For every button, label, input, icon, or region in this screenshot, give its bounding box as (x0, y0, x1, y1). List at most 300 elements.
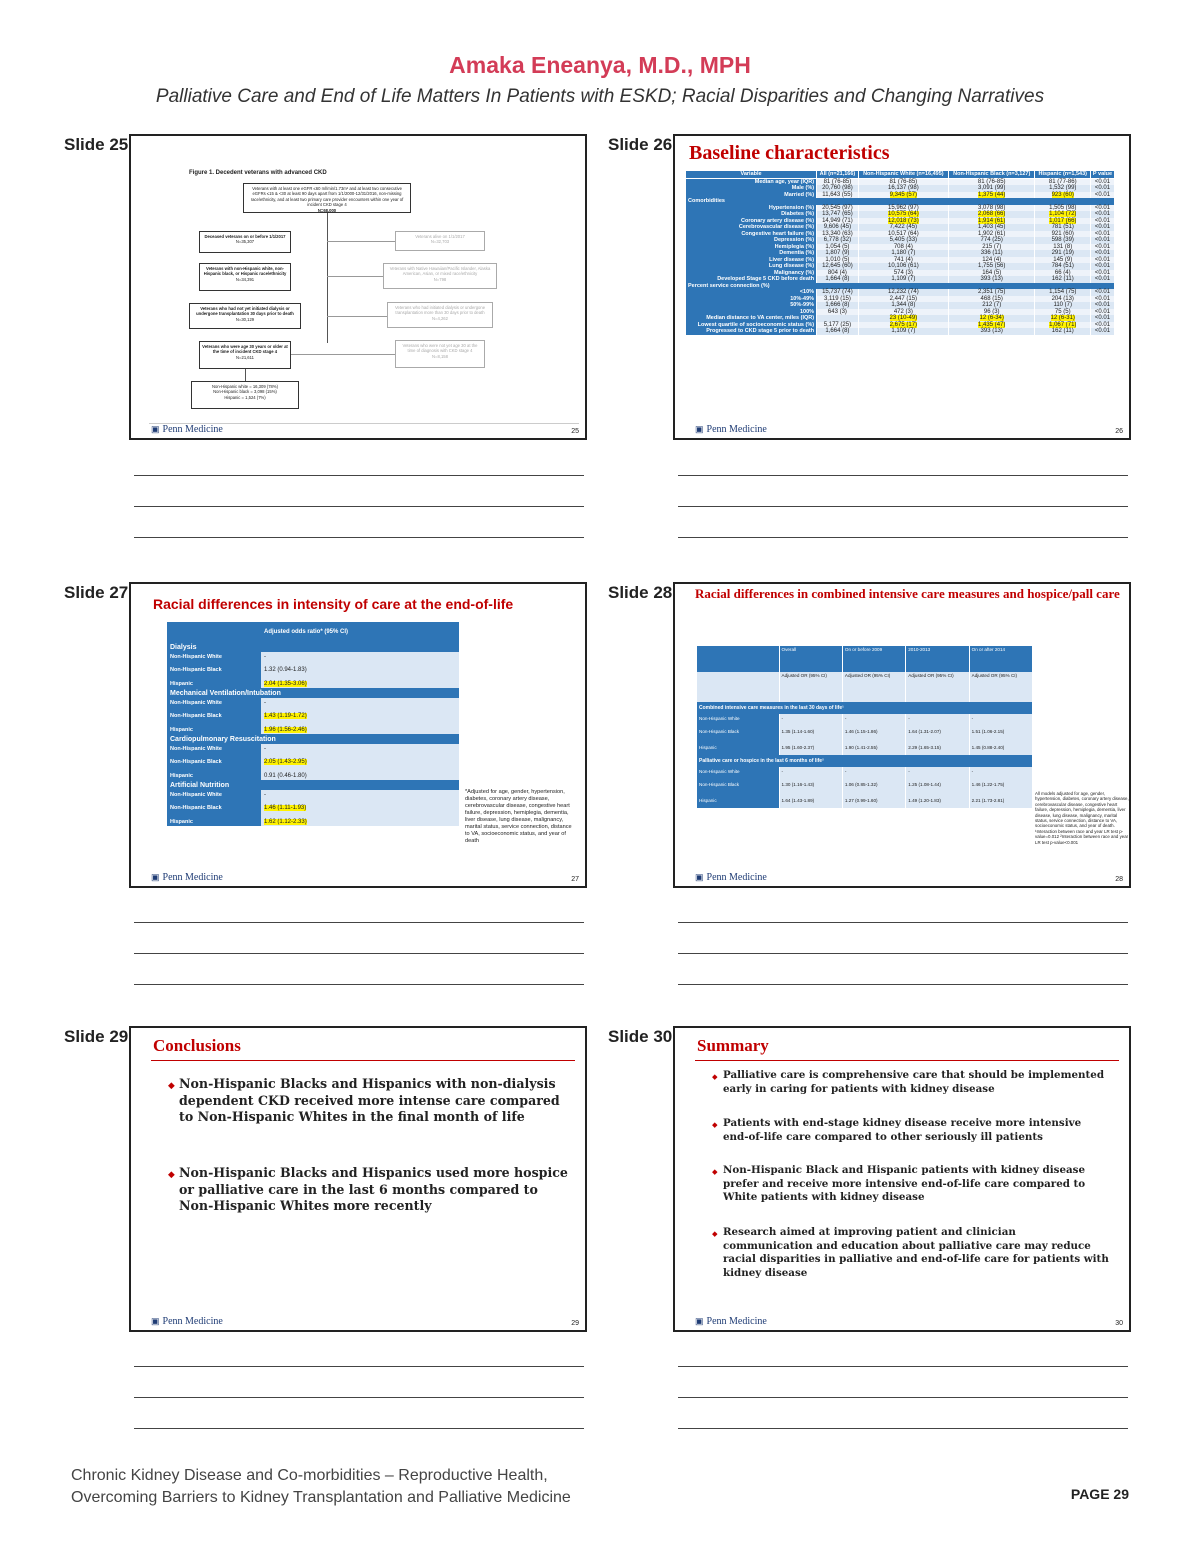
row-label: <10% (686, 289, 817, 296)
table-cell: 291 (19) (1035, 250, 1091, 257)
table-cell (261, 744, 459, 753)
bullet: ◆ Research aimed at improving patient and clinician communication and education about palliative care may reduce racial disparities in palliative and end-of-life care for patients with kidney disease (723, 1226, 1109, 1280)
highlighted-value: 2,675 (17) (889, 321, 918, 328)
row-label: Developed Stage 5 CKD before death (686, 276, 817, 283)
slide-30 (673, 1026, 1131, 1332)
odds-ratio-value: - (264, 699, 266, 706)
table-row (686, 328, 1115, 335)
slide-number: 27 (571, 876, 579, 883)
table-row (167, 698, 459, 707)
flow-box-no-dialysis: Veterans who had not yet initiated dialysis or undergone transplantation 30 days prior to death N=30,129 (189, 303, 301, 329)
table-cell (261, 790, 459, 799)
table-cell: <0.01 (1091, 257, 1115, 264)
table-cell: 774 (25) (948, 237, 1035, 244)
table-cell: 3,078 (98) (948, 205, 1035, 212)
row-label: Non-Hispanic Black (697, 776, 779, 792)
table-cell: <0.01 (1091, 263, 1115, 270)
note-line (678, 1397, 1128, 1398)
penn-medicine-logo: ▣ Penn Medicine (695, 1316, 767, 1327)
table-cell: 393 (13) (948, 276, 1035, 283)
table-cell: 5,177 (25) (817, 322, 859, 329)
table-cell: 336 (11) (948, 250, 1035, 257)
table-cell: 1,109 (7) (858, 328, 948, 335)
table-cell: 1.25 (1.08-1.44) (906, 776, 969, 792)
row-label: Non-Hispanic Black (167, 753, 261, 771)
slide-title: Racial differences in combined intensive care measures and hospice/pall care (695, 586, 1120, 601)
highlighted-value: 1,914 (61) (978, 217, 1006, 224)
flow-branch (327, 276, 383, 277)
note-line (678, 1366, 1128, 1367)
table-cell: - (842, 767, 905, 776)
row-label: Non-Hispanic White (167, 698, 261, 707)
section-label: Comorbidities (686, 198, 1115, 205)
flow-box-alive: Veterans alive on 1/1/2017 N=32,703 (395, 231, 485, 251)
table-cell: 1.90 (1.41-2.55) (842, 739, 905, 755)
slide-title: Summary (697, 1036, 769, 1055)
slide-label-28: Slide 28 (608, 583, 673, 602)
row-label: Hispanic (167, 817, 261, 826)
column-header: Non-Hispanic Black (n=3,127) (948, 171, 1035, 179)
table-cell: <0.01 (1091, 250, 1115, 257)
table-row (167, 652, 459, 661)
table-cell: 1,180 (7) (858, 250, 948, 257)
note-line (678, 537, 1128, 538)
table-cell (261, 799, 459, 817)
table-cell: 472 (3) (858, 309, 948, 316)
highlighted-value: 1,067 (71) (1049, 321, 1077, 328)
table-cell: 1.51 (1.06-2.15) (969, 723, 1032, 739)
highlighted-value: 1,017 (66) (1049, 217, 1077, 224)
table-cell: 10,106 (61) (858, 263, 948, 270)
odds-ratio-value: 1.96 (1.56-2.46) (264, 726, 307, 733)
table-row (167, 771, 459, 780)
table-cell (261, 753, 459, 771)
note-line (678, 953, 1128, 954)
slide-title: Baseline characteristics (689, 142, 890, 164)
table-cell: <0.01 (1091, 218, 1115, 225)
table-cell: - (969, 714, 1032, 723)
flow-box-dialysis: Veterans who had initiated dialysis or undergone transplantation more than 30 days prior to death N=4,262 (387, 302, 493, 328)
page-number: PAGE 29 (1070, 1486, 1129, 1502)
table-cell: - (906, 767, 969, 776)
column-header: 2010-2013 (906, 646, 969, 672)
table-cell: 9,606 (45) (817, 224, 859, 231)
table-cell: 81 (76-85) (817, 178, 859, 185)
combined-care-table (697, 646, 1033, 808)
table-cell: 12,645 (60) (817, 263, 859, 270)
table-cell: 393 (13) (948, 328, 1035, 335)
table-row (167, 725, 459, 734)
table-cell: 1.95 (1.60-2.37) (779, 739, 842, 755)
odds-ratio-value: - (264, 653, 266, 660)
row-label: Non-Hispanic White (697, 767, 779, 776)
note-line (134, 1397, 584, 1398)
table-row (167, 707, 459, 725)
baseline-table (685, 170, 1115, 335)
table-cell: <0.01 (1091, 185, 1115, 192)
table-cell: 15,737 (74) (817, 289, 859, 296)
row-label: Non-Hispanic White (697, 714, 779, 723)
section-label: Palliative care or hospice in the last 6 months of life² (697, 755, 1033, 767)
odds-ratio-value: 1.32 (0.94-1.83) (264, 667, 307, 673)
table-cell: 3,119 (15) (817, 296, 859, 303)
table-cell: 1,664 (8) (817, 276, 859, 283)
table-row (697, 776, 1033, 792)
row-label: Non-Hispanic White (167, 790, 261, 799)
row-label: Cerebrovascular disease (%) (686, 224, 817, 231)
note-line (134, 537, 584, 538)
table-cell: 1,010 (5) (817, 257, 859, 264)
table-cell: 162 (11) (1035, 276, 1091, 283)
table-cell: 1.35 (1.14-1.60) (779, 723, 842, 739)
table-cell (261, 652, 459, 661)
column-header: On or after 2014 (969, 646, 1032, 672)
table-cell: 124 (4) (948, 257, 1035, 264)
odds-ratio-table (167, 622, 459, 826)
table-cell: 110 (7) (1035, 302, 1091, 309)
subheader-cell: Adjusted OR (95% CI) (842, 672, 905, 702)
row-label: Diabetes (%) (686, 211, 817, 218)
table-row (697, 714, 1033, 723)
talk-title: Palliative Care and End of Life Matters In Patients with ESKD; Racial Disparities and Changing Narratives (155, 86, 1045, 107)
table-cell: - (969, 767, 1032, 776)
table-cell: <0.01 (1091, 237, 1115, 244)
column-header: Variable (686, 171, 817, 179)
table-cell: 81 (76-85) (948, 178, 1035, 185)
odds-ratio-value: - (264, 791, 266, 798)
table-cell: 1,054 (5) (817, 244, 859, 251)
row-label: 10%-49% (686, 296, 817, 303)
table-cell: 1,403 (45) (948, 224, 1035, 231)
flow-box-excluded-race: Veterans with Native Hawaiian/Pacific Islander, Alaska American, Asian, or mixed race/ethnicity N=798 (383, 263, 497, 289)
section-label: Cardiopulmonary Resuscitation (167, 734, 459, 744)
table-cell: 20,760 (98) (817, 185, 859, 192)
row-label: Depression (%) (686, 237, 817, 244)
table-cell: 1.06 (0.85-1.32) (842, 776, 905, 792)
highlighted-value: 9,345 (57) (889, 191, 918, 198)
row-label: Hypertension (%) (686, 205, 817, 212)
table-row (167, 661, 459, 679)
note-line (678, 506, 1128, 507)
row-label: Hemiplegia (%) (686, 244, 817, 251)
table-cell: <0.01 (1091, 302, 1115, 309)
table-cell: 1,109 (7) (858, 276, 948, 283)
table-cell: 6,778 (32) (817, 237, 859, 244)
table-cell: 212 (7) (948, 302, 1035, 309)
table-cell: <0.01 (1091, 315, 1115, 322)
highlighted-value: 23 (10-49) (889, 315, 918, 321)
table-cell: 16,137 (98) (858, 185, 948, 192)
table-row (697, 723, 1033, 739)
table-row (167, 753, 459, 771)
table-cell: 215 (7) (948, 244, 1035, 251)
table-cell: <0.01 (1091, 328, 1115, 335)
table-cell: 12,232 (74) (858, 289, 948, 296)
table-cell: 468 (15) (948, 296, 1035, 303)
table-cell: 15,962 (97) (858, 205, 948, 212)
table-cell: <0.01 (1091, 309, 1115, 316)
table-cell (261, 817, 459, 826)
slide-number: 25 (571, 428, 579, 435)
table-cell: 2.29 (1.65-3.15) (906, 739, 969, 755)
row-label: Lowest quartile of socioeconomic status (%) (686, 322, 817, 329)
section-label: Artificial Nutrition (167, 780, 459, 790)
column-header: Non-Hispanic White (n=16,495) (858, 171, 948, 179)
note-line (134, 1366, 584, 1367)
row-label: Non-Hispanic Black (167, 661, 261, 679)
table-cell: 1,807 (9) (817, 250, 859, 257)
odds-ratio-value: 1.43 (1.19-1.72) (264, 713, 307, 719)
odds-ratio-value: 0.91 (0.46-1.80) (264, 772, 307, 779)
table-cell: <0.01 (1091, 270, 1115, 277)
table-cell: 1,755 (56) (948, 263, 1035, 270)
table-cell: 741 (4) (858, 257, 948, 264)
row-label: Hispanic (697, 739, 779, 755)
row-label: Median age, year (IQR) (686, 178, 817, 185)
note-line (134, 922, 584, 923)
table-cell: 3,091 (99) (948, 185, 1035, 192)
slide-label-30: Slide 30 (608, 1027, 673, 1046)
subheader-cell: Adjusted OR (95% CI) (969, 672, 1032, 702)
note-line (134, 984, 584, 985)
note-line (678, 922, 1128, 923)
footnote: All models adjusted for age, gender, hypertension, diabetes, coronary artery disease, cerebrovascular disease, congestive heart failure, depression, hemiplegia, dementia, liver disease, lung disease, malignancy, marital status, service connection, distance to VA, socioeconomic status, and year of death. ¹Interaction between race and year LR test p-value=0.012 ²Interaction between race and year LR test p-value<0.001 (1035, 791, 1129, 845)
section-label: Combined intensive care measures in the last 30 days of life¹ (697, 702, 1033, 714)
footnote: *Adjusted for age, gender, hypertension, diabetes, coronary artery disease, cerebrovascular disease, congestive heart failure, depression, hemiplegia, dementia, liver disease, lung disease, malignancy, marital status, service connection, distance to VA, socioeconomic status, and year of death (465, 789, 572, 844)
table-cell: 643 (3) (817, 309, 859, 316)
table-cell: 1,664 (8) (817, 328, 859, 335)
table-cell: 1,154 (75) (1035, 289, 1091, 296)
figure-title: Figure 1. Decedent veterans with advanced CKD (189, 170, 327, 176)
section-row (697, 755, 1033, 767)
table-cell: <0.01 (1091, 231, 1115, 238)
section-row (167, 688, 459, 698)
table-row (167, 799, 459, 817)
bullet: ◆ Non-Hispanic Blacks and Hispanics used more hospice or palliative care in the last 6 months compared to Non-Hispanic Whites more recently (179, 1165, 569, 1215)
slide-title: Racial differences in intensity of care at the end-of-life (153, 596, 514, 612)
row-label: 100% (686, 309, 817, 316)
table-cell: 1,505 (98) (1035, 205, 1091, 212)
slide-25 (129, 134, 587, 440)
subheader-row (697, 672, 1033, 702)
section-label: Mechanical Ventilation/Intubation (167, 688, 459, 698)
flow-box-age-excluded: Veterans who were not yet age 30 at the time of diagnosis with CKD stage 4 N=8,158 (395, 340, 485, 368)
slide-label-29: Slide 29 (64, 1027, 129, 1046)
row-label: Malignancy (%) (686, 270, 817, 277)
row-label: Median distance to VA center, miles (IQR) (686, 315, 817, 322)
row-label: Non-Hispanic White (167, 652, 261, 661)
highlighted-value: 12 (6-34) (979, 315, 1004, 321)
penn-medicine-logo: ▣ Penn Medicine (151, 872, 223, 883)
table-cell: 921 (60) (1035, 231, 1091, 238)
table-cell: <0.01 (1091, 192, 1115, 199)
row-label: Hispanic (697, 792, 779, 808)
slide-label-27: Slide 27 (64, 583, 129, 602)
slide-number: 26 (1115, 428, 1123, 435)
row-label: Hispanic (167, 771, 261, 780)
table-cell: 1.49 (1.20-1.83) (906, 792, 969, 808)
row-label: Hispanic (167, 725, 261, 734)
odds-ratio-value: 1.62 (1.12-2.33) (264, 818, 307, 825)
table-cell: 81 (77-86) (1035, 178, 1091, 185)
section-row (167, 780, 459, 790)
note-line (678, 1428, 1128, 1429)
highlighted-value: 1,375 (44) (978, 191, 1006, 198)
table-cell: 1,902 (61) (948, 231, 1035, 238)
row-label: Non-Hispanic Black (697, 723, 779, 739)
flow-branch (291, 354, 395, 355)
table-cell: 10,517 (64) (858, 231, 948, 238)
table-cell: - (906, 714, 969, 723)
section-row (697, 702, 1033, 714)
flow-branch (327, 316, 387, 317)
table-cell: 1.46 (1.15-1.86) (842, 723, 905, 739)
table-cell: 1,666 (8) (817, 302, 859, 309)
title-rule (151, 1060, 575, 1061)
table-row (167, 679, 459, 688)
flow-box-cohort: Veterans with at least one eGFR ≤60 ml/min/1.73m² and at least two consecutive eGFRs ≤15 & <30 at least 90 days apart from 1/1/2000-12/31/2016, non-missing race/ethnicity, and at least two primary care provider encounters within one year of incident CKD stage 4 N=68,000 (243, 183, 411, 213)
column-header: Adjusted odds ratio* (95% CI) (261, 622, 459, 642)
bullet: ◆ Non-Hispanic Blacks and Hispanics with non-dialysis dependent CKD received more intense care compared to Non-Hispanic Whites in the final month of life (179, 1076, 569, 1126)
column-header (697, 646, 779, 672)
flow-arrow (245, 369, 246, 381)
table-cell (261, 698, 459, 707)
footer-series-line1: Chronic Kidney Disease and Co-morbidities – Reproductive Health, (71, 1467, 548, 1484)
presenter-name: Amaka Eneanya, M.D., MPH (449, 52, 751, 78)
row-label: Male (%) (686, 185, 817, 192)
penn-medicine-logo: ▣ Penn Medicine (151, 1316, 223, 1327)
table-cell: 1.64 (1.31-2.07) (906, 723, 969, 739)
row-label: Hispanic (167, 679, 261, 688)
footer-series-line2: Overcoming Barriers to Kidney Transplantation and Palliative Medicine (71, 1489, 571, 1506)
table-row (697, 767, 1033, 776)
table-cell: 204 (13) (1035, 296, 1091, 303)
table-cell: 1.30 (1.16-1.43) (779, 776, 842, 792)
flow-box-deceased: Deceased veterans on or before 1/1/2017 N=35,307 (199, 231, 291, 253)
subheader-cell: Adjusted OR (95% CI) (906, 672, 969, 702)
flow-box-race: Veterans with non-Hispanic white, non-Hispanic black, or Hispanic race/ethnicity N=34,391 (199, 263, 291, 291)
section-label: Dialysis (167, 642, 459, 652)
column-header: On or before 2009 (842, 646, 905, 672)
table-cell: 75 (5) (1035, 309, 1091, 316)
table-cell: 13,747 (65) (817, 211, 859, 218)
row-label: Non-Hispanic White (167, 744, 261, 753)
table-cell: 2,351 (75) (948, 289, 1035, 296)
table-row (686, 178, 1115, 185)
table-cell: <0.01 (1091, 211, 1115, 218)
highlighted-value: 923 (60) (1051, 191, 1074, 198)
odds-ratio-value: 2.05 (1.43-2.95) (264, 759, 307, 765)
table-cell: 162 (11) (1035, 328, 1091, 335)
table-cell: <0.01 (1091, 322, 1115, 329)
table-cell: 2,447 (15) (858, 296, 948, 303)
highlighted-value: 1,104 (72) (1049, 211, 1077, 217)
row-label: Dementia (%) (686, 250, 817, 257)
table-cell: 7,422 (45) (858, 224, 948, 231)
section-row (167, 734, 459, 744)
row-label: Progressed to CKD stage 5 prior to death (686, 328, 817, 335)
subheader-cell: Adjusted OR (95% CI) (779, 672, 842, 702)
slide-number: 29 (571, 1320, 579, 1327)
table-row (167, 744, 459, 753)
table-cell: 20,545 (97) (817, 205, 859, 212)
table-row (167, 790, 459, 799)
table-cell: 14,949 (71) (817, 218, 859, 225)
table-cell: <0.01 (1091, 296, 1115, 303)
slide-26 (673, 134, 1131, 440)
highlighted-value: 12 (6-31) (1050, 315, 1075, 321)
table-cell: 1.64 (1.43-1.89) (779, 792, 842, 808)
table-cell: <0.01 (1091, 178, 1115, 185)
flow-box-age: Veterans who were age 30 years or older at the time of incident CKD stage 4 N=21,611 (199, 341, 291, 369)
row-label: Non-Hispanic Black (167, 707, 261, 725)
table-cell: 598 (39) (1035, 237, 1091, 244)
row-label: Non-Hispanic Black (167, 799, 261, 817)
header-row (697, 646, 1033, 672)
table-row (167, 817, 459, 826)
table-row (697, 792, 1033, 808)
table-cell: <0.01 (1091, 276, 1115, 283)
note-line (134, 506, 584, 507)
table-cell: 1.45 (0.88-2.40) (969, 739, 1032, 755)
table-cell: <0.01 (1091, 289, 1115, 296)
table-cell: 96 (3) (948, 309, 1035, 316)
table-cell: 11,643 (55) (817, 192, 859, 199)
table-cell: 13,340 (63) (817, 231, 859, 238)
bullet: ◆ Patients with end-stage kidney disease receive more intensive end-of-life care compared to other seriously ill patients (723, 1117, 1109, 1144)
column-header: All (n=21,166) (817, 171, 859, 179)
table-cell (261, 771, 459, 780)
slide-title: Conclusions (153, 1036, 241, 1055)
column-header: P value (1091, 171, 1115, 179)
odds-ratio-value: 2.04 (1.35-3.06) (264, 680, 307, 687)
column-header: Overall (779, 646, 842, 672)
highlighted-value: 10,575 (64) (888, 211, 919, 217)
table-row (686, 315, 1115, 322)
penn-medicine-logo: ▣ Penn Medicine (695, 424, 767, 435)
highlighted-value: 2,068 (66) (978, 211, 1006, 217)
note-line (678, 984, 1128, 985)
slide-28 (673, 582, 1131, 888)
slide-number: 30 (1115, 1320, 1123, 1327)
table-cell: 1.46 (1.22-1.75) (969, 776, 1032, 792)
table-cell: - (842, 714, 905, 723)
slide-label-26: Slide 26 (608, 135, 673, 154)
table-cell (261, 679, 459, 688)
table-cell: 708 (4) (858, 244, 948, 251)
flow-spine (327, 213, 328, 343)
table-cell: 66 (4) (1035, 270, 1091, 277)
row-label: Lung disease (%) (686, 263, 817, 270)
table-cell: 81 (76-85) (858, 178, 948, 185)
penn-medicine-logo: ▣ Penn Medicine (695, 872, 767, 883)
table-cell: - (779, 714, 842, 723)
note-line (134, 1428, 584, 1429)
slide-27 (129, 582, 587, 888)
odds-ratio-value: - (264, 745, 266, 752)
slide-29 (129, 1026, 587, 1332)
bullet: ◆ Non-Hispanic Black and Hispanic patients with kidney disease prefer and receive more intensive end-of-life care compared to White patients with kidney disease (723, 1164, 1109, 1205)
table-cell: - (779, 767, 842, 776)
row-label: Coronary artery disease (%) (686, 218, 817, 225)
row-label: 50%-99% (686, 302, 817, 309)
table-cell: <0.01 (1091, 205, 1115, 212)
penn-medicine-logo: ▣ Penn Medicine (151, 424, 223, 435)
table-cell: 1,344 (8) (858, 302, 948, 309)
note-line (134, 475, 584, 476)
table-cell: 131 (8) (1035, 244, 1091, 251)
table-cell (261, 707, 459, 725)
